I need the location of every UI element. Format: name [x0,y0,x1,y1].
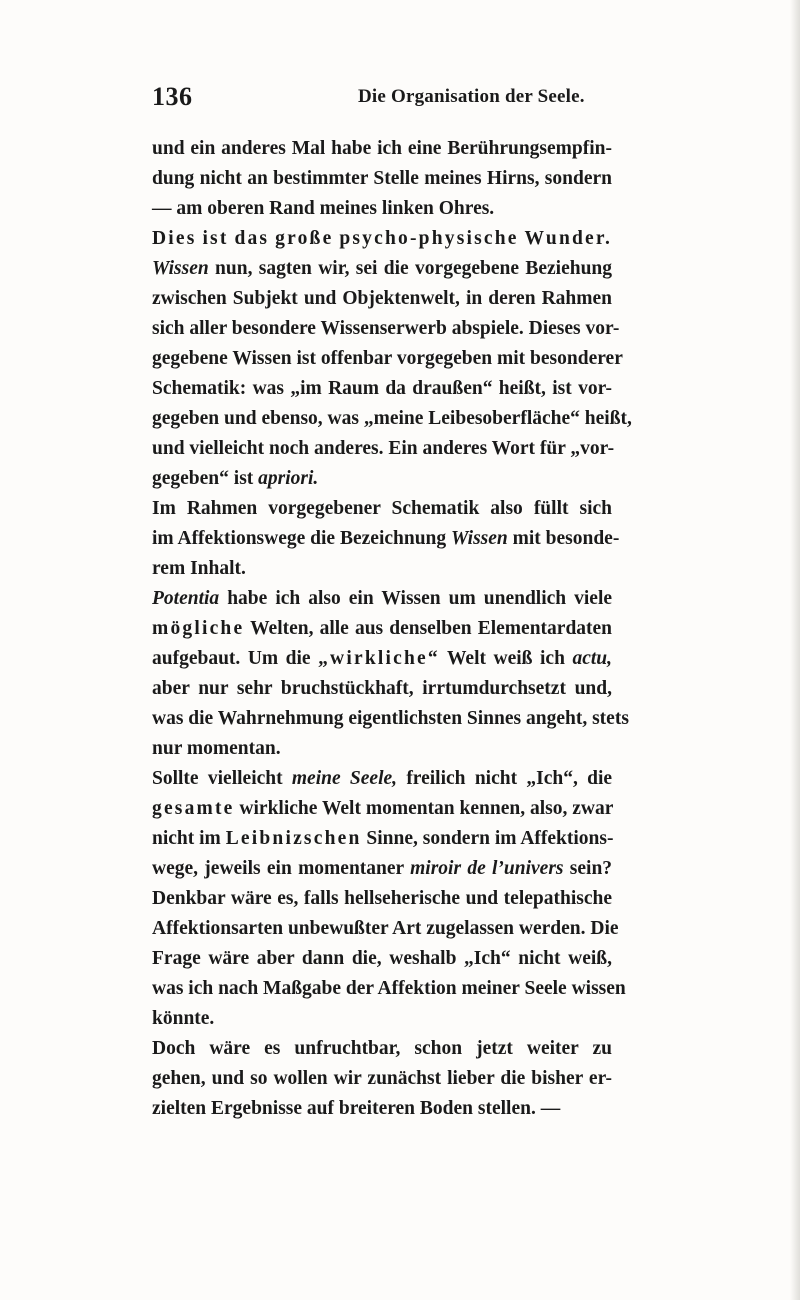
text-line: aber nur sehr bruchstückhaft, irrtumdurchsetzt und, [152,678,612,699]
text-line: Sollte vielleicht meine Seele, freilich nicht „Ich“, die [152,768,613,789]
page-edge-shadow [790,0,800,1300]
text-line: rem Inhalt. [152,558,246,579]
text-line: Schematik: was „im Raum da draußen“ heißt, ist vor- [152,378,612,399]
text-line: gesamte wirkliche Welt momentan kennen, also, zwar [152,798,614,819]
text-line: was ich nach Maßgabe der Affektion meiner Seele wissen [152,978,626,999]
text-line: und vielleicht noch anderes. Ein anderes Wort für „vor- [152,438,615,459]
text-line: wege, jeweils ein momentaner miroir de l’univers sein? [152,858,613,879]
text-line: dung nicht an bestimmter Stelle meines Hirns, sondern [152,168,612,189]
text-line: gehen, und so wollen wir zunächst lieber die bisher er- [152,1068,612,1089]
text-line: im Affektionswege die Bezeichnung Wissen mit besonde- [152,528,620,549]
text-line: mögliche Welten, alle aus denselben Elementardaten [152,618,613,639]
text-line: gegebene Wissen ist offenbar vorgegeben mit besonderer [152,348,623,369]
text-line: Im Rahmen vorgegebener Schematik also füllt sich [152,498,612,519]
text-line: nur momentan. [152,738,281,759]
page-number: 136 [152,82,193,111]
text-line: Frage wäre aber dann die, weshalb „Ich“ nicht weiß, [152,948,612,969]
text-line: Affektionsarten unbewußter Art zugelassen werden. Die [152,918,619,939]
text-line: nicht im Leibnizschen Sinne, sondern im Affektions- [152,828,614,849]
text-line: Wissen nun, sagten wir, sei die vorgegebene Beziehung [152,258,613,279]
text-line: Doch wäre es unfruchtbar, schon jetzt weiter zu [152,1038,612,1059]
text-line: Dies ist das große psycho-physische Wunder. [152,228,613,249]
text-line: zwischen Subjekt und Objektenwelt, in deren Rahmen [152,288,612,309]
text-line: und ein anderes Mal habe ich eine Berührungsempfin- [152,138,612,159]
text-line: sich aller besondere Wissenserwerb abspiele. Dieses vor- [152,318,620,339]
text-line: was die Wahrnehmung eigentlichsten Sinnes angeht, stets [152,708,629,729]
text-line: gegeben und ebenso, was „meine Leibesoberfläche“ heißt, [152,408,632,429]
text-line: gegeben“ ist apriori. [152,468,319,489]
page-header [152,82,612,122]
text-line: Denkbar wäre es, falls hellseherische und telepathische [152,888,612,909]
text-line: zielten Ergebnisse auf breiteren Boden stellen. — [152,1098,561,1119]
running-title: Die Organisation der Seele. [358,86,585,107]
body-text [152,134,632,1124]
text-line: — am oberen Rand meines linken Ohres. [152,198,495,219]
text-line: aufgebaut. Um die „wirkliche“ Welt weiß ich actu, [152,648,612,669]
text-line: könnte. [152,1008,215,1029]
text-line: Potentia habe ich also ein Wissen um unendlich viele [152,588,613,609]
